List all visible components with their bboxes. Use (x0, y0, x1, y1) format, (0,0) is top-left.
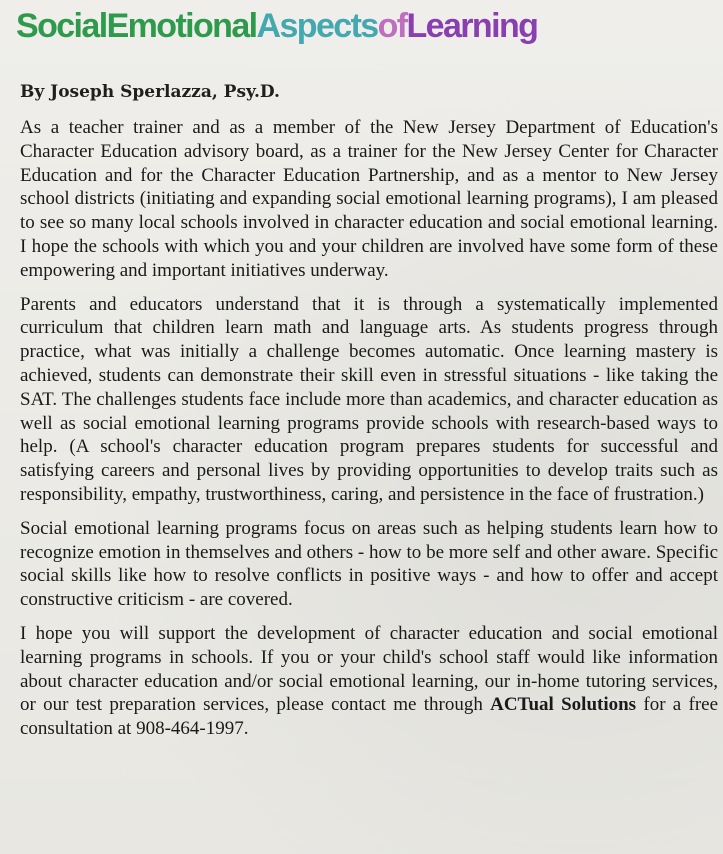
company-name: ACTual Solutions (490, 694, 637, 716)
paragraph-1: As a teacher trainer and as a member of the New Jersey Department of Education's Character Education advisory board, as a trainer for the New Jersey Center for Character Education and for the Character Education Partnership, and as a mentor to New Jersey school districts (initiating and expanding social emotional learning programs), I am pleased to see so many local schools involved in character education and social emotional learning. I hope the schools with which you and your children are involved have some form of these empowering and important initiatives underway. (20, 117, 718, 281)
title-word-aspects: Aspects (256, 7, 378, 45)
title-word-social: Social (16, 7, 107, 45)
author-byline: By Joseph Sperlazza, Psy.D. (20, 82, 280, 102)
paragraph-4-text-start: I hope you will support the development of character education and social emotional learning programs in schools. If you or your child's school staff would like information about character education and/or social emotional learning, our in-home tutoring services, or our test preparation services, please contact me through (20, 622, 718, 716)
title-word-of: of (377, 7, 407, 45)
paragraph-4-text-end: for a free consultation at 908-464-1997. (20, 694, 719, 740)
title-word-emotional: Emotional (106, 7, 257, 45)
article-title (16, 4, 537, 48)
title-word-learning: Learning (406, 7, 538, 45)
article-body (20, 116, 718, 741)
paragraph-4 (20, 622, 718, 741)
paragraph-2: Parents and educators understand that it is through a systematically implemented curriculum that children learn math and language arts. As students progress through practice, what was initially a challenge becomes automatic. Once learning mastery is achieved, students can demonstrate their skill even in stressful situations - like taking the SAT. The challenges students face include more than academics, and character education as well as social emotional learning programs provide schools with research-based ways to help. (A school's character education program prepares students for successful and satisfying careers and personal lives by providing opportunities to develop traits such as responsibility, empathy, trustworthiness, caring, and persistence in the face of frustration.) (20, 293, 718, 505)
paragraph-3: Social emotional learning programs focus on areas such as helping students learn how to recognize emotion in themselves and others - how to be more self and other aware. Specific social skills like how to resolve conflicts in positive ways - and how to offer and accept constructive criticism - are covered. (20, 517, 718, 611)
